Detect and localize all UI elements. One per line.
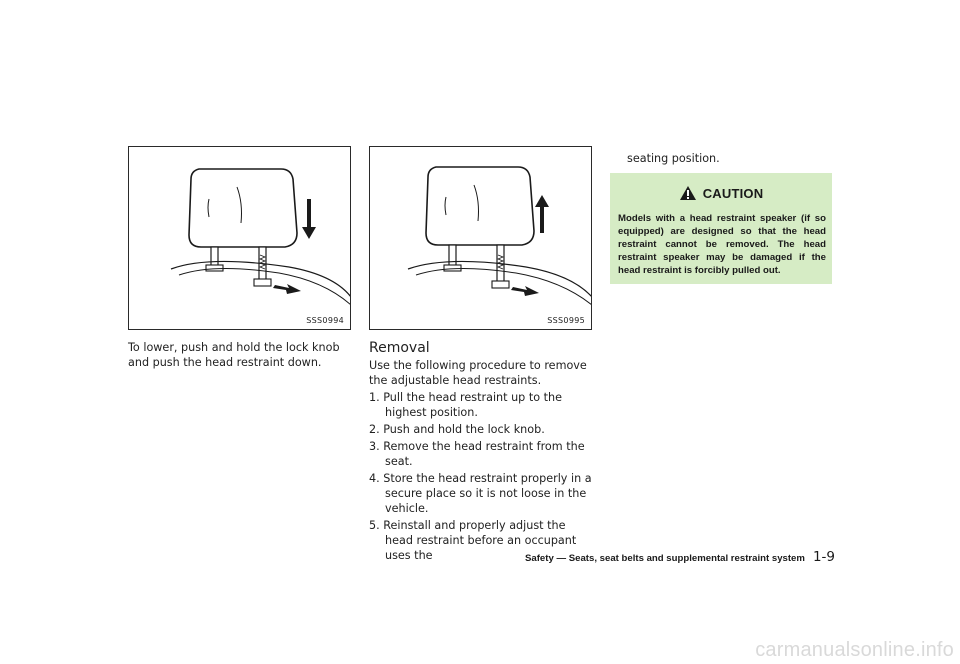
lower-instruction-text: To lower, push and hold the lock knob and push the head restraint down. (128, 341, 340, 369)
list-item: 1. Pull the head restraint up to the highest position. (369, 391, 562, 419)
caution-text: Models with a head restraint speaker (if so equipped) are designed so that the head restraint cannot be removed. The head restraint speaker may be damaged if the head restraint is forcibly pulled out. (618, 213, 826, 276)
figure-lower-head-restraint (128, 146, 351, 330)
caution-box (610, 173, 832, 284)
list-item: 2. Push and hold the lock knob. (369, 423, 545, 436)
removal-heading: Removal (369, 340, 430, 356)
caution-title: CAUTION (702, 185, 764, 201)
head-restraint-illustration (370, 147, 591, 329)
caution-header (610, 183, 832, 203)
removal-steps-list (369, 390, 593, 565)
watermark: carmanualsonline.info (755, 639, 954, 661)
list-item: 4. Store the head restraint properly in a secure place so it is not loose in the vehicle. (369, 472, 592, 515)
figure-raise-head-restraint (369, 146, 592, 330)
figure-id: SSS0995 (547, 316, 585, 325)
continued-text: seating position. (627, 152, 720, 165)
list-item: 5. Reinstall and properly adjust the head restraint before an occupant uses the (369, 519, 577, 562)
figure-id: SSS0994 (306, 316, 344, 325)
head-restraint-illustration (129, 147, 350, 329)
removal-intro-text: Use the following procedure to remove the adjustable head restraints. (369, 359, 587, 387)
warning-icon (679, 185, 697, 201)
footer-section-title: Safety — Seats, seat belts and supplemental restraint system (525, 553, 805, 564)
page-number: 1-9 (812, 549, 835, 565)
list-item: 3. Remove the head restraint from the seat. (369, 440, 585, 468)
page-footer (517, 549, 835, 567)
